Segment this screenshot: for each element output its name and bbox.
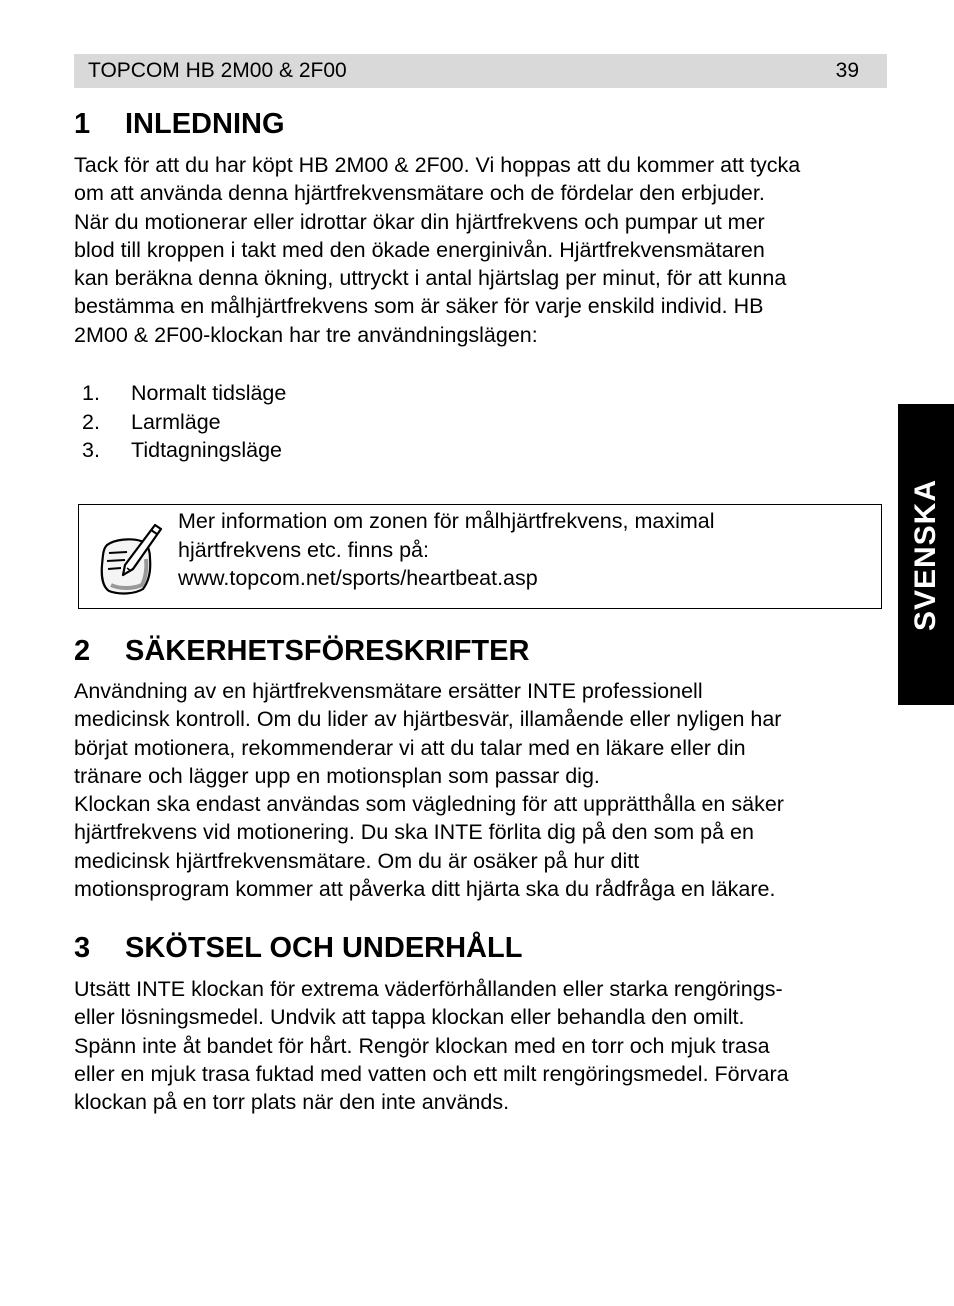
header-title: TOPCOM HB 2M00 & 2F00 bbox=[88, 59, 347, 82]
text-line: eller lösningsmedel. Undvik att tappa klockan eller behandla den omilt. bbox=[74, 1005, 745, 1030]
note-line: hjärtfrekvens etc. finns på: bbox=[178, 537, 429, 562]
text-line: medicinsk kontroll. Om du lider av hjärtbesvär, illamående eller nyligen har bbox=[74, 707, 782, 732]
section-2-body bbox=[74, 677, 894, 903]
section-3-body bbox=[74, 975, 894, 1116]
page-header bbox=[74, 54, 887, 88]
text-line: kan beräkna denna ökning, uttryckt i antal hjärtslag per minut, för att kunna bbox=[74, 266, 787, 291]
text-line: hjärtfrekvens vid motionering. Du ska INTE förlita dig på den som på en bbox=[74, 820, 754, 845]
list-label: Tidtagningsläge bbox=[131, 438, 283, 462]
list-label: Normalt tidsläge bbox=[131, 381, 287, 405]
info-note-box bbox=[78, 504, 882, 609]
note-pen-icon bbox=[97, 519, 165, 595]
section-3-number: 3 bbox=[74, 932, 91, 964]
section-1-number: 1 bbox=[74, 108, 91, 140]
section-1-body bbox=[74, 151, 894, 349]
section-1-heading: INLEDNING bbox=[125, 108, 285, 140]
modes-list bbox=[74, 379, 286, 465]
text-line: Utsätt INTE klockan för extrema väderförhållanden eller starka rengörings- bbox=[74, 977, 783, 1001]
page-number: 39 bbox=[835, 59, 859, 82]
section-2-number: 2 bbox=[74, 635, 91, 667]
list-item bbox=[74, 408, 286, 437]
text-line: eller en mjuk trasa fuktad med vatten och ett milt rengöringsmedel. Förvara bbox=[74, 1061, 789, 1086]
text-line: 2M00 & 2F00-klockan har tre användningslägen: bbox=[74, 322, 538, 347]
text-line: Tack för att du har köpt HB 2M00 & 2F00. Vi hoppas att du kommer att tycka bbox=[74, 153, 801, 177]
list-label: Larmläge bbox=[131, 409, 221, 434]
list-number: 3. bbox=[82, 438, 100, 462]
section-3-heading: SKÖTSEL OCH UNDERHÅLL bbox=[125, 932, 523, 964]
list-number: 1. bbox=[82, 381, 100, 405]
text-line: börjat motionera, rekommenderar vi att du talar med en läkare eller din bbox=[74, 735, 746, 760]
text-line: När du motionerar eller idrottar ökar din hjärtfrekvens och pumpar ut mer bbox=[74, 209, 765, 234]
text-line: Spänn inte åt bandet för hårt. Rengör klockan med en torr och mjuk trasa bbox=[74, 1033, 770, 1058]
language-label: SVENSKA bbox=[909, 478, 943, 631]
text-line: bestämma en målhjärtfrekvens som är säker för varje enskild individ. HB bbox=[74, 294, 764, 319]
language-side-tab bbox=[898, 404, 954, 705]
note-line: Mer information om zonen för målhjärtfrekvens, maximal bbox=[178, 509, 715, 533]
text-line: medicinsk hjärtfrekvensmätare. Om du är osäker på hur ditt bbox=[74, 848, 640, 873]
text-line: tränare och lägger upp en motionsplan som passar dig. bbox=[74, 763, 600, 788]
text-line: Klockan ska endast användas som vägledning för att upprätthålla en säker bbox=[74, 792, 784, 817]
section-1-title bbox=[74, 107, 285, 141]
text-line: motionsprogram kommer att påverka ditt hjärta ska du rådfråga en läkare. bbox=[74, 877, 776, 902]
section-3-title bbox=[74, 931, 522, 965]
list-item bbox=[74, 379, 286, 408]
section-2-heading: SÄKERHETSFÖRESKRIFTER bbox=[125, 635, 530, 667]
text-line: klockan på en torr plats när den inte används. bbox=[74, 1090, 510, 1115]
text-line: om att använda denna hjärtfrekvensmätare och de fördelar den erbjuder. bbox=[74, 181, 765, 206]
note-text bbox=[178, 507, 715, 593]
list-number: 2. bbox=[82, 409, 100, 434]
text-line: Användning av en hjärtfrekvensmätare ersätter INTE professionell bbox=[74, 679, 703, 703]
note-url: www.topcom.net/sports/heartbeat.asp bbox=[178, 566, 538, 590]
section-2-title bbox=[74, 634, 529, 668]
text-line: blod till kroppen i takt med den ökade energinivån. Hjärtfrekvensmätaren bbox=[74, 237, 765, 262]
list-item bbox=[74, 436, 286, 465]
